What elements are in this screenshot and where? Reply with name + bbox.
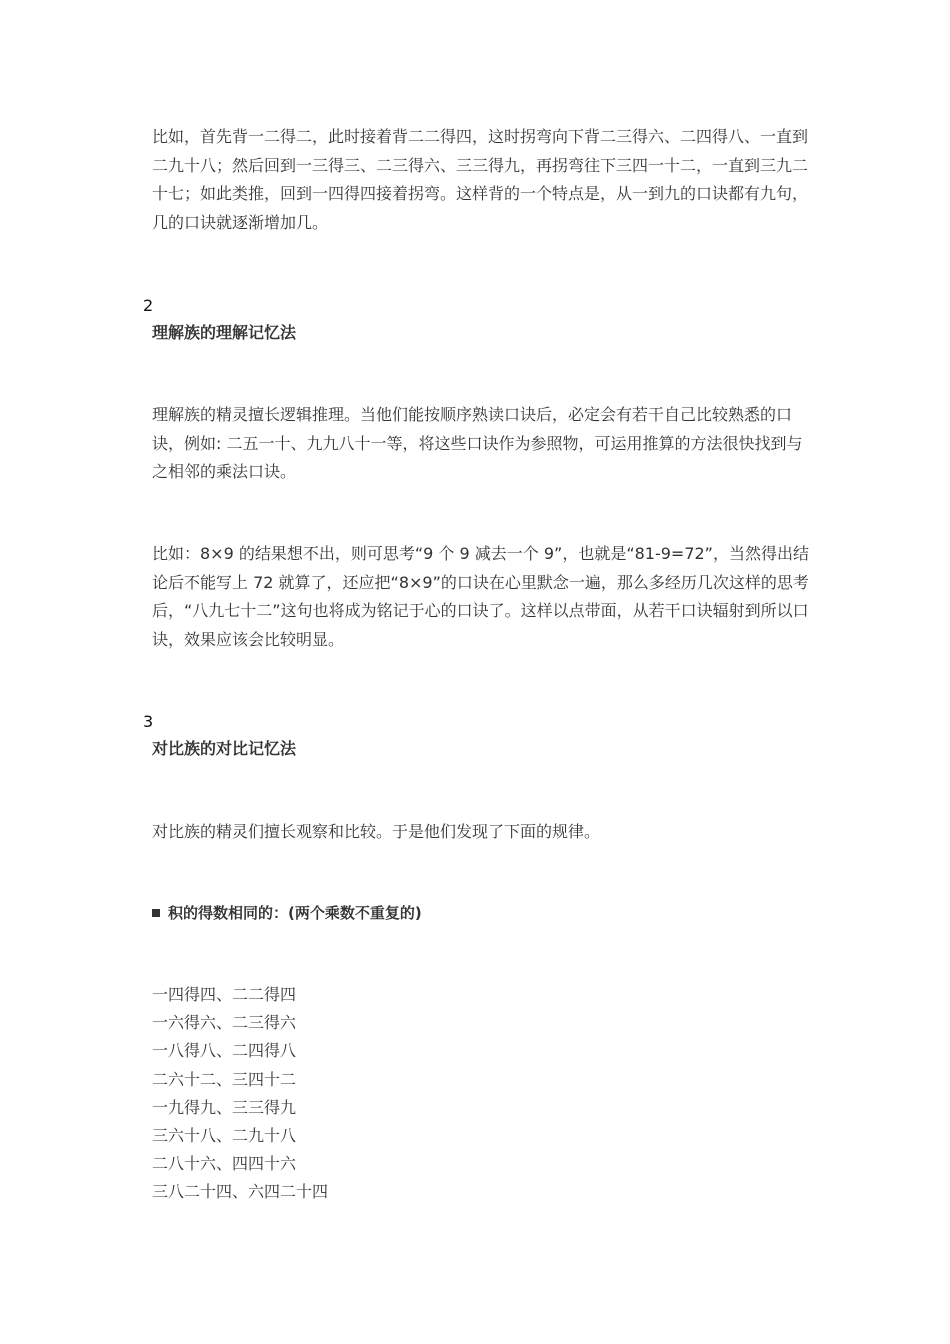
section-number-2: 2 [143, 296, 154, 315]
same-product-list [152, 981, 328, 1207]
list-item: 一八得八、二四得八 [152, 1041, 297, 1061]
bullet-heading-text: 积的得数相同的：(两个乘数不重复的) [168, 904, 422, 922]
section-heading-comparison: 对比族的对比记忆法 [152, 739, 297, 758]
list-item: 三六十八、二九十八 [152, 1126, 297, 1146]
list-item: 一六得六、二三得六 [152, 1013, 297, 1033]
section-heading-understanding: 理解族的理解记忆法 [152, 323, 297, 342]
bullet-heading-same-product [152, 902, 422, 924]
list-item: 二六十二、三四十二 [152, 1069, 297, 1089]
paragraph-understanding-intro: 理解族的精灵擅长逻辑推理。当他们能按顺序熟读口诀后，必定会有若干自己比较熟悉的口诀，例如: 二五一十、九九八十一等，将这些口诀作为参照物，可运用推算的方法很快找到与之相邻的乘法口诀。 [152, 405, 803, 481]
paragraph-recite-order: 比如，首先背一二得二，此时接着背二二得四，这时拐弯向下背二三得六、二四得八、一直到二九十八；然后回到一三得三、二三得六、三三得九，再拐弯往下三四一十二，一直到三九二十七；如此类推，回到一四得四接着拐弯。这样背的一个特点是，从一到九的口诀都有九句，几的口诀就逐渐增加几。 [152, 127, 809, 232]
list-item: 二八十六、四四十六 [152, 1154, 297, 1174]
square-bullet-icon [152, 909, 160, 917]
section-number-3: 3 [143, 712, 154, 731]
paragraph-comparison-intro: 对比族的精灵们擅长观察和比较。于是他们发现了下面的规律。 [152, 822, 601, 841]
paragraph-understanding-example: 比如：8×9 的结果想不出，则可思考“9 个 9 减去一个 9”，也就是“81-9=72”，当然得出结论后不能写上 72 就算了，还应把“8×9”的口诀在心里默念一遍，那么多经历几次这样的思考后，“八九七十二”这句也将成为铭记于心的口诀了。这样以点带面，从若干口诀辐射到所以口诀，效果应该会比较明显。 [152, 544, 809, 649]
list-item: 一四得四、二二得四 [152, 985, 297, 1004]
list-item: 一九得九、三三得九 [152, 1097, 297, 1117]
list-item: 三八二十四、六四二十四 [152, 1182, 329, 1202]
